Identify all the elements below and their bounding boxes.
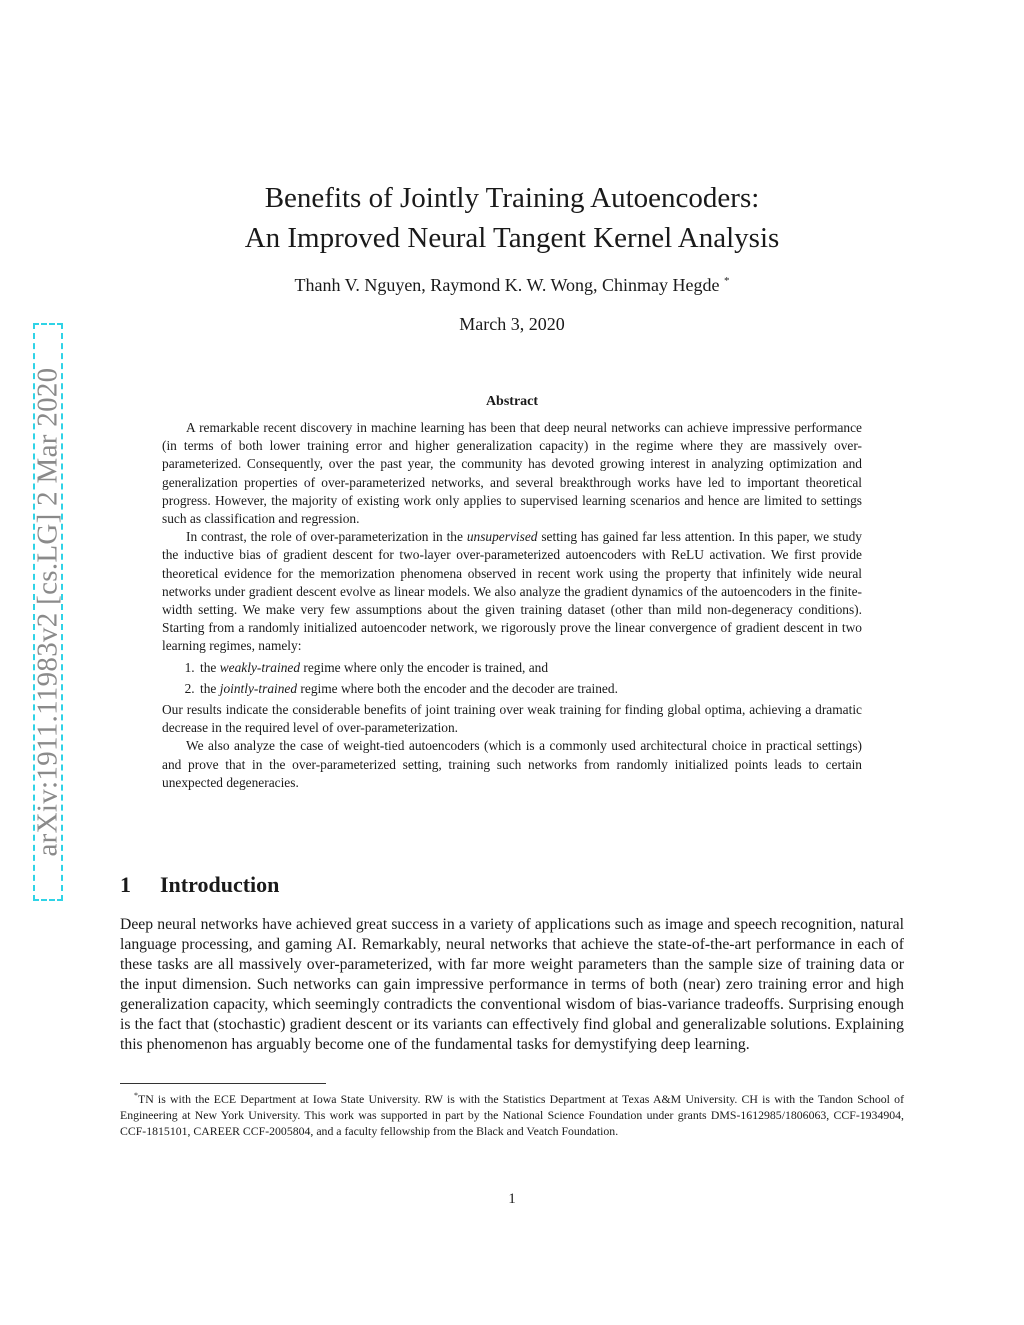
abstract-p2-text-before: In contrast, the role of over-parameterization in the bbox=[186, 529, 467, 545]
regime-1-emphasis: weakly-trained bbox=[219, 659, 301, 675]
regime-list-item-2 bbox=[198, 680, 862, 698]
arxiv-identifier-stamp bbox=[33, 323, 63, 901]
author-affiliation-footnote bbox=[120, 1088, 904, 1140]
abstract-paragraph-1: A remarkable recent discovery in machine learning has been that deep neural networks can achieve impressive performance (in terms of both lower training error and higher generalization capacity) in the regime where they are massively over-parameterized. Consequently, over the past year, the community has devoted growing interest in analyzing optimization and generalization properties of over-parameterized networks, and several breakthrough works have led to important theoretical progress. However, the majority of existing work only applies to supervised learning scenarios and hence are limited to settings such as classification and regression. bbox=[162, 420, 862, 527]
paper-authors bbox=[150, 275, 874, 296]
section-title: Introduction bbox=[160, 872, 280, 897]
abstract-p2-emphasis: unsupervised bbox=[466, 529, 538, 545]
footnote-text: TN is with the ECE Department at Iowa State University. RW is with the Statistics Department at Texas A&M University. CH is with the Tandon School of Engineering at New York University. This work was supported in part by the National Science Foundation under grants DMS-1612985/1806063, CCF-1934904, CCF-1815101, CAREER CCF-2005804, and a faculty fellowship from the Black and Veatch Foundation. bbox=[120, 1091, 904, 1139]
page-number: 1 bbox=[508, 1191, 516, 1207]
introduction-paragraph: Deep neural networks have achieved great success in a variety of applications such as image and speech recognition, natural language processing, and gaming AI. Remarkably, neural networks that achieve the state-of-the-art performance in each of these tasks are all massively over-parameterized, with far more weight parameters than the sample size of training data or the input dimension. Such networks can gain impressive performance in terms of both (near) zero training error and high generalization capacity, which seemingly contradicts the conventional wisdom of bias-variance tradeoffs. Surprising enough is the fact that (stochastic) gradient descent or its variants can effectively find global and generalizable solutions. Explaining this phenomenon has arguably become one of the fundamental tasks for demystifying deep learning. bbox=[120, 916, 904, 1053]
regime-1-text-before: the bbox=[200, 659, 220, 675]
abstract-body bbox=[162, 419, 862, 792]
section-heading-introduction bbox=[120, 872, 279, 898]
regime-1-text-after: regime where only the encoder is trained, and bbox=[300, 659, 549, 675]
arxiv-identifier-text: arXiv:1911.11983v2 [cs.LG] 2 Mar 2020 bbox=[31, 367, 64, 857]
abstract-paragraph-2 bbox=[162, 528, 862, 655]
paper-title-line-1: Benefits of Jointly Training Autoencoders: bbox=[264, 182, 760, 214]
paper-title bbox=[150, 178, 874, 258]
regime-2-text-before: the bbox=[200, 680, 220, 696]
paper-title-line-2: An Improved Neural Tangent Kernel Analysis bbox=[244, 222, 780, 254]
regime-2-text-after: regime where both the encoder and the decoder are trained. bbox=[297, 680, 618, 696]
section-number: 1 bbox=[120, 872, 131, 897]
regime-2-emphasis: jointly-trained bbox=[219, 680, 298, 696]
abstract-heading: Abstract bbox=[485, 394, 539, 409]
abstract-paragraph-4: We also analyze the case of weight-tied autoencoders (which is a commonly used architectural choice in practical settings) and prove that in the over-parameterized setting, training such networks from randomly initialized points leads to certain unexpected degeneracies. bbox=[162, 738, 862, 790]
paper-date: March 3, 2020 bbox=[459, 314, 565, 334]
footnote-divider bbox=[120, 1083, 326, 1084]
regime-list bbox=[162, 659, 862, 698]
author-list: Thanh V. Nguyen, Raymond K. W. Wong, Chinmay Hegde bbox=[294, 275, 720, 295]
author-footnote-mark: * bbox=[724, 275, 730, 287]
abstract-p2-text-after: setting has gained far less attention. In this paper, we study the inductive bias of gradient descent for two-layer over-parameterized autoencoders with ReLU activation. We first provide theoretical evidence for the memorization phenomena observed in recent work using the property that infinitely wide neural networks under gradient descent evolve as linear models. We also analyze the gradient dynamics of the autoencoders in the finite-width setting. We make very few assumptions about the given training dataset (other than mild non-degeneracy conditions). Starting from a randomly initialized autoencoder network, we rigorously prove the linear convergence of gradient descent in two learning regimes, namely: bbox=[162, 529, 862, 654]
regime-list-item-1 bbox=[198, 659, 862, 677]
footnote-mark: * bbox=[134, 1091, 138, 1100]
abstract-paragraph-3: Our results indicate the considerable benefits of joint training over weak training for finding global optima, achieving a dramatic decrease in the required level of over-parameterization. bbox=[162, 702, 862, 736]
